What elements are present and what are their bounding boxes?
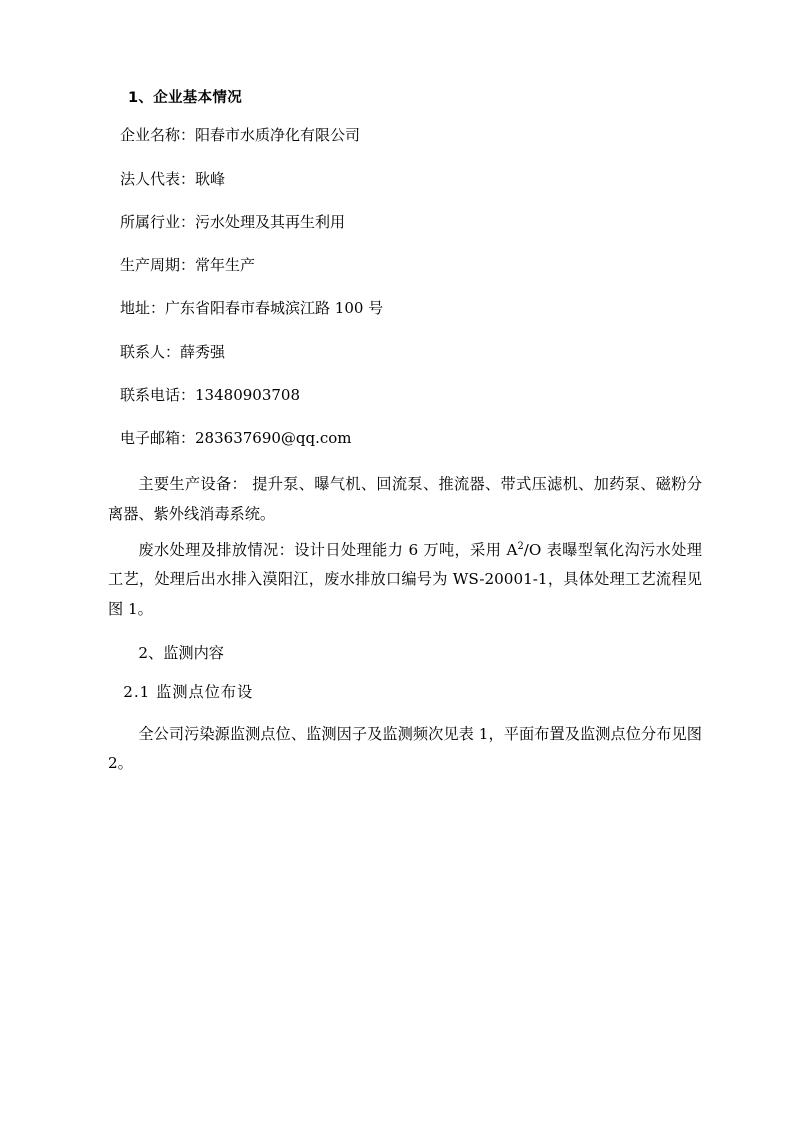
field-value: 广东省阳春市春城滨江路 100 号 <box>165 299 384 318</box>
field-value: 污水处理及其再生利用 <box>195 212 346 231</box>
field-label: 联系电话： <box>120 385 196 404</box>
field-email <box>120 427 702 450</box>
paragraph-main-equipment <box>108 470 702 529</box>
wastewater-text-part1: 设计日处理能力 6 万吨，采用 A <box>294 540 518 559</box>
section-2-1-heading: 2.1 监测点位布设 <box>123 683 254 702</box>
field-label: 电子邮箱： <box>120 429 196 448</box>
field-label: 生产周期： <box>120 256 196 275</box>
field-value: 常年生产 <box>195 256 256 275</box>
field-production-cycle <box>120 254 702 277</box>
document-content <box>108 88 702 785</box>
equipment-label: 主要生产设备： <box>138 475 248 494</box>
field-label: 地址： <box>120 299 166 318</box>
wastewater-label: 废水处理及排放情况： <box>138 540 295 559</box>
paragraph-wastewater-treatment <box>108 536 702 625</box>
field-value: 283637690@qq.com <box>195 429 352 448</box>
field-label: 企业名称： <box>120 126 196 145</box>
wastewater-text-part2: /O 表曝型氧化沟污水处理工艺，处理后出水排入漠阳江，废水排放口编号为 WS-20001-1，具体处理工艺流程见图 1。 <box>108 540 702 618</box>
equipment-text: 提升泵、曝气机、回流泵、推流器、带式压滤机、加药泵、磁粉分离器、紫外线消毒系统。 <box>108 475 703 523</box>
field-value: 耿峰 <box>195 169 226 188</box>
section-1-heading: 1、企业基本情况 <box>128 90 242 106</box>
field-value: 阳春市水质净化有限公司 <box>195 126 361 145</box>
field-company-name <box>120 124 702 147</box>
field-value: 薛秀强 <box>180 342 226 361</box>
paragraph-monitoring-points: 全公司污染源监测点位、监测因子及监测频次见表 1，平面布置及监测点位分布见图 2。 <box>108 724 702 773</box>
wastewater-superscript: 2 <box>517 540 524 552</box>
field-label: 法人代表： <box>120 169 196 188</box>
field-value: 13480903708 <box>195 385 300 404</box>
section-2-heading: 2、监测内容 <box>138 643 224 662</box>
field-contact-person <box>120 341 702 364</box>
field-industry <box>120 211 702 234</box>
field-label: 联系人： <box>120 342 181 361</box>
field-address <box>120 297 702 320</box>
field-contact-phone <box>120 384 702 407</box>
field-legal-representative <box>120 168 702 191</box>
field-label: 所属行业： <box>120 212 196 231</box>
